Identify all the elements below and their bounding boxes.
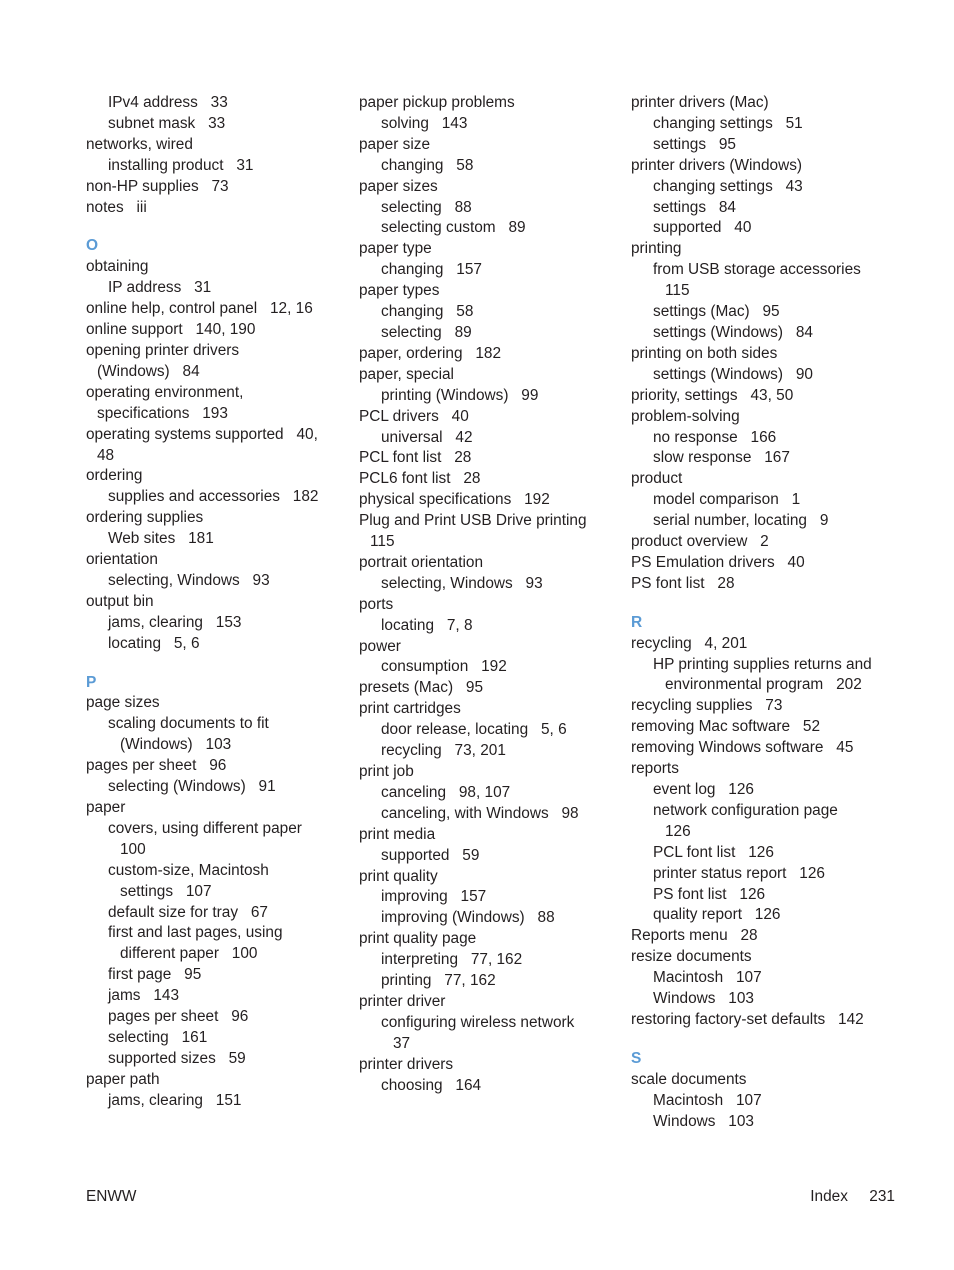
- index-entry: reports: [631, 760, 679, 778]
- index-column-2: [359, 93, 614, 1097]
- index-entry: portrait orientation: [359, 553, 484, 571]
- index-entry: environmental program 202: [665, 676, 862, 694]
- index-section-letter: P: [86, 673, 97, 691]
- index-entry: Web sites 181: [108, 530, 214, 548]
- index-entry: changing 58: [381, 303, 474, 321]
- index-entry: paper, ordering 182: [359, 344, 502, 362]
- index-entry: Reports menu 28: [631, 927, 758, 945]
- index-entry: paper types: [359, 282, 440, 300]
- index-entry: improving (Windows) 88: [381, 909, 555, 927]
- index-entry: supported 59: [381, 846, 480, 864]
- index-entry: subnet mask 33: [108, 114, 226, 132]
- index-entry: PCL font list 126: [653, 843, 774, 861]
- index-entry: priority, settings 43, 50: [631, 386, 794, 404]
- index-entry: resize documents: [631, 948, 752, 966]
- index-entry: networks, wired: [86, 135, 193, 153]
- index-entry: first page 95: [108, 966, 202, 984]
- index-entry: removing Mac software 52: [631, 718, 821, 736]
- index-entry: model comparison 1: [653, 491, 801, 509]
- index-entry: selecting 89: [381, 323, 472, 341]
- index-entry: settings (Mac) 95: [653, 303, 780, 321]
- index-entry: paper, special: [359, 365, 454, 383]
- index-entry: jams, clearing 151: [108, 1091, 242, 1109]
- index-entry: serial number, locating 9: [653, 512, 829, 530]
- index-entry: installing product 31: [108, 156, 254, 174]
- index-entry: selecting, Windows 93: [108, 571, 270, 589]
- index-entry: supplies and accessories 182: [108, 488, 319, 506]
- index-entry: product: [631, 470, 683, 488]
- index-entry: printer status report 126: [653, 864, 825, 882]
- index-entry: selecting (Windows) 91: [108, 778, 276, 796]
- index-entry: printing: [631, 240, 682, 258]
- index-column-1: [86, 93, 338, 1112]
- index-entry: default size for tray 67: [108, 903, 268, 921]
- index-entry: 115: [665, 282, 690, 300]
- footer-page-label: Index 231: [810, 1188, 895, 1205]
- index-entry: IPv4 address 33: [108, 94, 228, 111]
- index-entry: printer drivers (Mac): [631, 94, 769, 111]
- index-entry: physical specifications 192: [359, 491, 550, 509]
- index-entry: selecting, Windows 93: [381, 574, 543, 592]
- index-entry: selecting 161: [108, 1028, 208, 1046]
- index-entry: opening printer drivers: [86, 341, 240, 359]
- index-entry: (Windows) 84: [97, 362, 200, 380]
- index-entry: print quality page: [359, 930, 477, 948]
- index-entry: Windows 103: [653, 1112, 754, 1130]
- index-entry: changing 58: [381, 156, 474, 174]
- footer-left: ENWW: [86, 1188, 137, 1205]
- index-entry: 37: [393, 1034, 411, 1052]
- index-entry: IP address 31: [108, 279, 212, 297]
- index-entry: print job: [359, 763, 414, 780]
- index-entry: settings 84: [653, 198, 736, 216]
- index-entry: slow response 167: [653, 449, 790, 467]
- index-entry: universal 42: [381, 428, 473, 446]
- index-entry: recycling 4, 201: [631, 634, 748, 652]
- index-entry: solving 143: [381, 114, 468, 132]
- index-section-letter: S: [631, 1049, 642, 1067]
- index-entry: Macintosh 107: [653, 1091, 762, 1109]
- index-entry: printing (Windows) 99: [381, 386, 539, 404]
- index-entry: improving 157: [381, 888, 487, 906]
- index-entry: print quality: [359, 867, 438, 885]
- index-entry: event log 126: [653, 781, 754, 798]
- index-entry: ordering supplies: [86, 509, 204, 527]
- index-entry: jams, clearing 153: [108, 613, 242, 631]
- index-entry: supported 40: [653, 219, 752, 237]
- index-entry: no response 166: [653, 428, 777, 446]
- index-entry: ordering: [86, 467, 143, 485]
- index-entry: Windows 103: [653, 990, 754, 1008]
- index-entry: custom-size, Macintosh: [108, 861, 269, 879]
- index-entry: removing Windows software 45: [631, 739, 854, 757]
- index-entry: door release, locating 5, 6: [381, 721, 567, 739]
- index-entry: operating systems supported 40,: [86, 425, 318, 443]
- index-entry: jams 143: [108, 987, 180, 1005]
- index-entry: paper: [86, 799, 126, 816]
- index-entry: specifications 193: [97, 404, 228, 422]
- index-entry: notes iii: [86, 198, 147, 216]
- index-entry: printing 77, 162: [381, 972, 496, 990]
- index-entry: 48: [97, 446, 115, 464]
- index-entry: PCL6 font list 28: [359, 470, 481, 488]
- index-entry: PS font list 28: [631, 574, 735, 592]
- index-entry: scaling documents to fit: [108, 715, 269, 733]
- index-entry: recycling supplies 73: [631, 697, 783, 715]
- index-entry: settings 95: [653, 135, 736, 153]
- index-entry: from USB storage accessories: [653, 261, 861, 279]
- index-entry: orientation: [86, 551, 158, 569]
- index-entry: (Windows) 103: [120, 736, 232, 754]
- index-entry: selecting 88: [381, 198, 472, 216]
- index-entry: problem-solving: [631, 407, 740, 425]
- index-entry: settings (Windows) 84: [653, 323, 813, 341]
- index-entry: pages per sheet 96: [108, 1008, 249, 1026]
- index-entry: power: [359, 637, 401, 655]
- index-entry: network configuration page: [653, 801, 838, 819]
- index-entry: 126: [665, 822, 691, 840]
- index-entry: changing 157: [381, 261, 482, 279]
- index-entry: choosing 164: [381, 1076, 482, 1094]
- index-entry: canceling 98, 107: [381, 783, 511, 801]
- index-entry: operating environment,: [86, 383, 244, 401]
- index-entry: PS font list 126: [653, 885, 766, 903]
- index-entry: supported sizes 59: [108, 1049, 246, 1067]
- index-entry: printer drivers (Windows): [631, 156, 803, 174]
- index-entry: covers, using different paper: [108, 819, 302, 837]
- index-entry: paper pickup problems: [359, 94, 515, 111]
- index-entry: Macintosh 107: [653, 969, 762, 987]
- index-entry: online help, control panel 12, 16: [86, 300, 313, 318]
- index-entry: different paper 100: [120, 945, 258, 963]
- index-entry: obtaining: [86, 258, 149, 276]
- index-entry: online support 140, 190: [86, 321, 256, 339]
- index-entry: 100: [120, 840, 146, 858]
- index-entry: locating 5, 6: [108, 634, 200, 652]
- index-entry: presets (Mac) 95: [359, 679, 484, 697]
- index-entry: canceling, with Windows 98: [381, 804, 579, 822]
- index-entry: PCL drivers 40: [359, 407, 469, 425]
- index-entry: changing settings 51: [653, 114, 803, 132]
- index-entry: first and last pages, using: [108, 924, 283, 942]
- index-entry: settings (Windows) 90: [653, 365, 813, 383]
- index-entry: scale documents: [631, 1070, 747, 1088]
- index-entry: output bin: [86, 592, 154, 610]
- index-section-letter: R: [631, 613, 643, 631]
- index-entry: restoring factory-set defaults 142: [631, 1010, 864, 1028]
- index-entry: 115: [370, 533, 395, 551]
- index-entry: paper type: [359, 240, 432, 258]
- index-entry: quality report 126: [653, 906, 781, 924]
- index-entry: paper size: [359, 135, 431, 153]
- index-section-letter: O: [86, 237, 99, 255]
- index-entry: non-HP supplies 73: [86, 177, 229, 195]
- index-column-3: [631, 93, 891, 1133]
- index-entry: pages per sheet 96: [86, 757, 227, 775]
- index-entry: recycling 73, 201: [381, 742, 506, 760]
- index-entry: print media: [359, 825, 436, 843]
- index-entry: configuring wireless network: [381, 1013, 575, 1031]
- index-entry: Plug and Print USB Drive printing: [359, 512, 587, 530]
- index-entry: ports: [359, 595, 394, 613]
- index-entry: printing on both sides: [631, 344, 778, 362]
- index-entry: PCL font list 28: [359, 449, 472, 467]
- index-entry: consumption 192: [381, 658, 507, 676]
- index-entry: PS Emulation drivers 40: [631, 553, 805, 571]
- index-entry: HP printing supplies returns and: [653, 655, 872, 673]
- index-entry: page sizes: [86, 694, 160, 712]
- index-entry: printer drivers: [359, 1055, 454, 1073]
- index-entry: locating 7, 8: [381, 616, 473, 634]
- index-entry: selecting custom 89: [381, 219, 526, 237]
- index-entry: paper sizes: [359, 177, 438, 195]
- index-entry: interpreting 77, 162: [381, 951, 523, 969]
- index-entry: printer driver: [359, 992, 446, 1010]
- index-entry: print cartridges: [359, 700, 461, 718]
- index-entry: settings 107: [120, 882, 212, 900]
- index-entry: paper path: [86, 1070, 160, 1088]
- index-entry: changing settings 43: [653, 177, 803, 195]
- index-entry: product overview 2: [631, 533, 769, 551]
